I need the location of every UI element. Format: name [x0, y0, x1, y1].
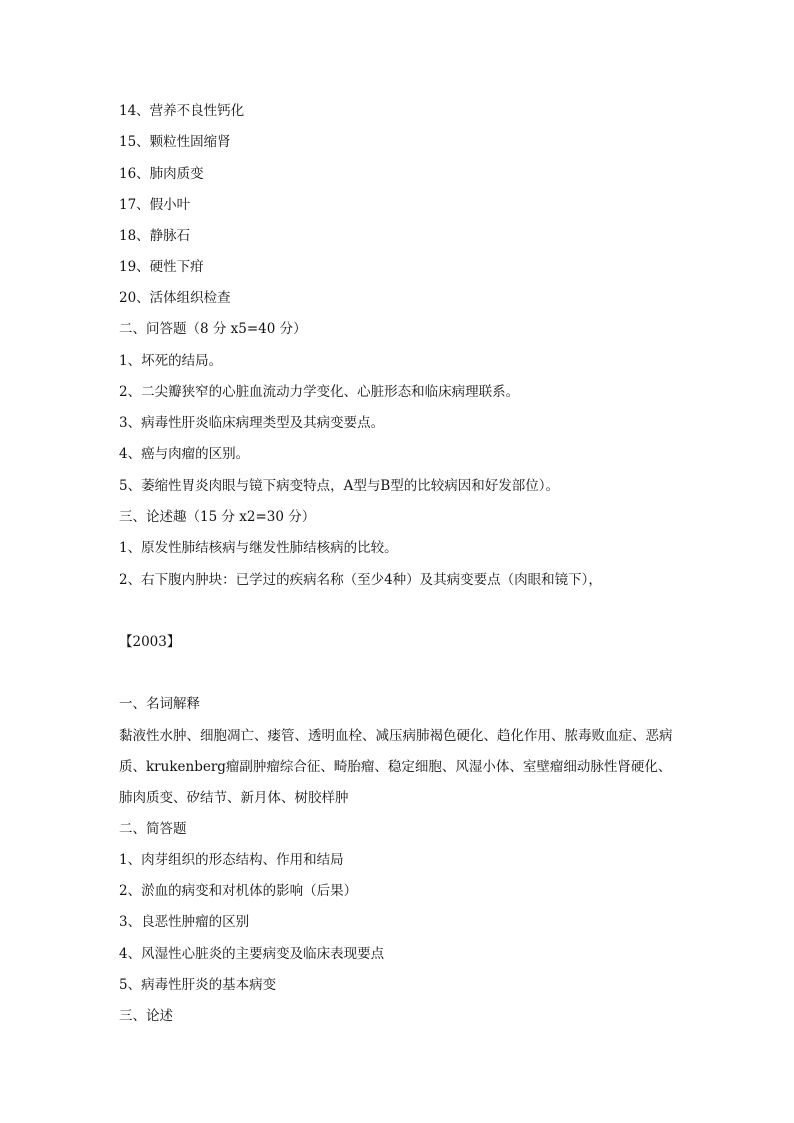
list-item: 1、肉芽组织的形态结构、作用和结局	[119, 852, 344, 868]
list-item: 19、硬性下疳	[119, 259, 204, 275]
list-item: 2、二尖瓣狭窄的心脏血流动力学变化、心脏形态和临床病理联系。	[119, 384, 520, 400]
section-heading: 二、问答题（8 分 x5=40 分）	[119, 321, 307, 337]
list-item: 4、癌与肉瘤的区别。	[119, 446, 250, 462]
section-heading: 一、名词解释	[119, 696, 200, 712]
section-heading: 二、简答题	[119, 821, 187, 837]
list-item: 1、原发性肺结核病与继发性肺结核病的比较。	[119, 540, 398, 556]
list-item: 2、淤血的病变和对机体的影响（后果）	[119, 883, 358, 899]
list-item: 15、颗粒性固缩肾	[119, 134, 231, 150]
list-item: 5、病毒性肝炎的基本病变	[119, 977, 277, 993]
list-item: 5、萎缩性胃炎肉眼与镜下病变特点，A型与B型的比较病因和好发部位）。	[119, 478, 560, 494]
year-label: 【2003】	[119, 634, 181, 650]
list-item: 16、肺肉质变	[119, 166, 204, 182]
section-heading: 三、论述	[119, 1008, 173, 1024]
list-item: 2、右下腹内肿块：已学过的疾病名称（至少4种）及其病变要点（肉眼和镜下），	[119, 572, 602, 588]
list-item: 20、活体组织检查	[119, 290, 231, 306]
list-item: 3、良恶性肿瘤的区别	[119, 914, 250, 930]
list-item: 17、假小叶	[119, 197, 191, 213]
list-item: 3、病毒性肝炎临床病理类型及其病变要点。	[119, 415, 385, 431]
list-item: 14、营养不良性钙化	[119, 103, 245, 119]
list-item: 4、风湿性心脏炎的主要病变及临床表现要点	[119, 946, 385, 962]
section-heading: 三、论述趣（15 分 x2=30 分）	[119, 509, 316, 525]
list-item: 18、静脉石	[119, 228, 191, 244]
term-paragraph: 黏液性水肿、细胞凋亡、瘘管、透明血栓、减压病肺褐色硬化、趋化作用、脓毒败血症、恶病质、krukenberg瘤副肿瘤综合征、畸胎瘤、稳定细胞、风湿小体、室壁瘤细动脉性肾硬化、肺肉质变、矽结节、新月体、树胶样肿	[119, 728, 673, 806]
list-item: 1、坏死的结局。	[119, 353, 223, 369]
